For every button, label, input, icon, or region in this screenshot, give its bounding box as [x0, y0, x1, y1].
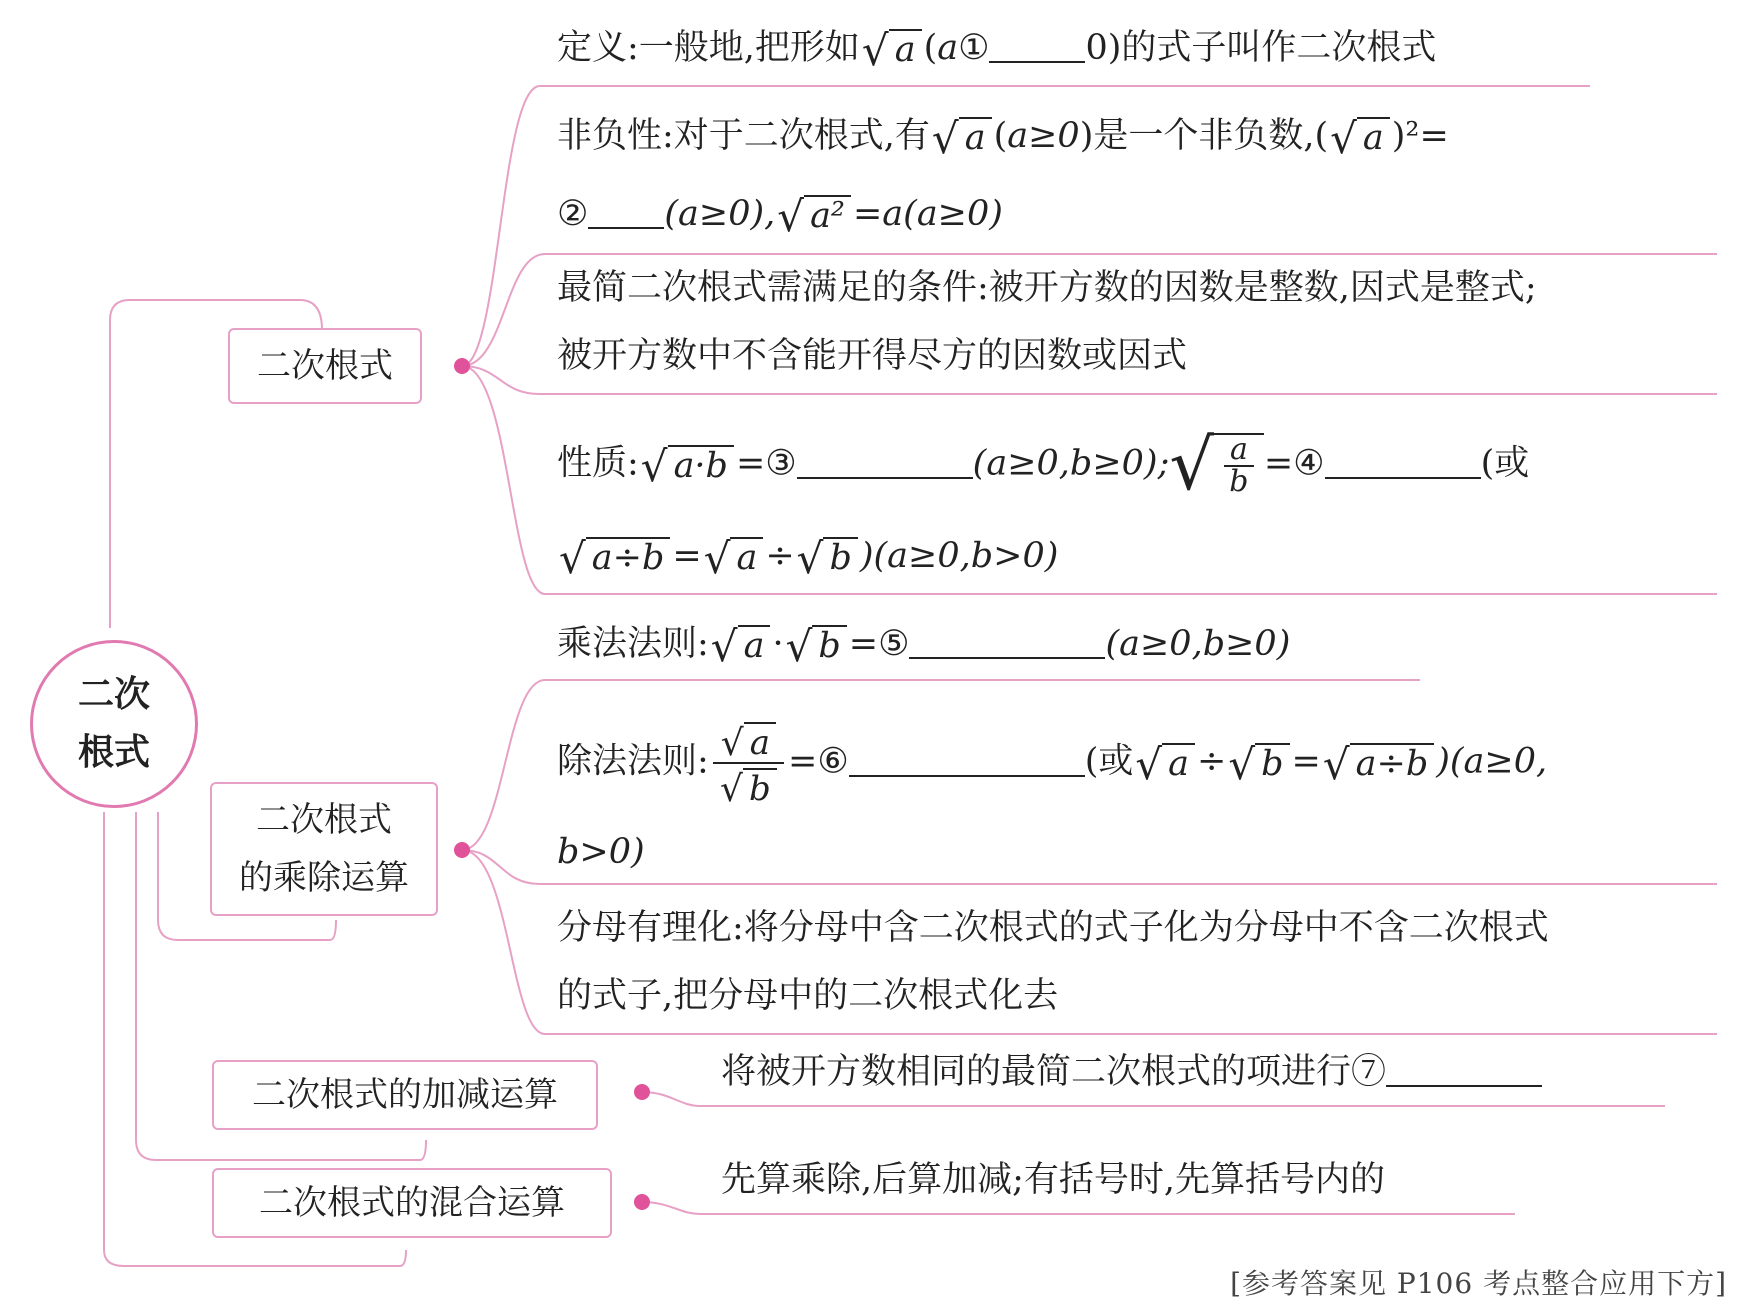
branch-dot	[634, 1084, 650, 1100]
sqrt-a: √ a	[721, 722, 776, 762]
sqrt-ab: √ a·b	[641, 445, 734, 485]
divide: ÷	[765, 536, 795, 576]
simplest-line1: 最简二次根式需满足的条件:被开方数的因数是整数,因式是整式;	[557, 268, 1537, 308]
sqrt-b: √ b	[786, 625, 847, 665]
condition: a≥0	[1007, 116, 1080, 156]
fraction	[1224, 432, 1254, 499]
branch-dot	[454, 842, 470, 858]
equals: =	[672, 536, 702, 576]
rational-line1: 分母有理化:将分母中含二次根式的式子化为分母中不含二次根式	[557, 908, 1549, 948]
blank-number-1: ①	[958, 28, 990, 68]
blank-number-5: =⑤	[848, 624, 910, 664]
blank-number-4: =④	[1263, 443, 1325, 484]
condition: b>0)	[557, 832, 645, 872]
add-sub-text	[721, 1050, 1542, 1094]
branch-node-mixed	[212, 1168, 612, 1238]
rational-line2: 的式子,把分母中的二次根式化去	[557, 976, 1059, 1016]
branch-dot	[454, 358, 470, 374]
sqrt-a: √ a	[704, 537, 764, 577]
answer-blank-1[interactable]	[989, 29, 1085, 63]
definition-suffix: 0)的式子叫作二次根式	[1085, 28, 1437, 68]
sqrt-fraction: √ $\frac{a}{b}$	[1169, 430, 1264, 500]
divide: ÷	[1197, 741, 1227, 782]
div-rule	[557, 718, 1547, 808]
answer-reference: [参考答案见 P106 考点整合应用下方]	[1230, 1267, 1727, 1300]
property-line1	[557, 424, 1530, 506]
answer-blank-2[interactable]	[588, 195, 664, 229]
property-tail: (或	[1480, 443, 1530, 484]
branch-node-mult-div	[210, 782, 438, 916]
answer-blank-6[interactable]	[849, 743, 1085, 777]
sqrt-var: a	[744, 722, 776, 762]
answer-blank-4[interactable]	[1325, 445, 1481, 479]
sqrt-a: √ a	[1330, 117, 1390, 157]
nonneg-line1	[557, 114, 1449, 163]
blank-number-3: =③	[735, 443, 797, 484]
answer-blank-5[interactable]	[909, 625, 1105, 659]
condition: )(a≥0,b>0)	[859, 536, 1059, 576]
paren-close-squared: )²=	[1391, 116, 1449, 156]
sqrt-var: b	[743, 768, 777, 808]
sqrt-var: a	[959, 117, 992, 157]
blank-number-6: =⑥	[788, 741, 849, 782]
sqrt-var: b	[812, 625, 846, 665]
sqrt-var: b	[823, 537, 857, 577]
equals: =	[1291, 741, 1321, 782]
answer-blank-7[interactable]	[1386, 1053, 1542, 1087]
branch-label: 二次根式	[257, 346, 393, 386]
definition-text	[557, 26, 1437, 75]
or-label: (或	[1084, 741, 1134, 782]
root-label-line2: 根式	[77, 732, 150, 773]
mult-prefix: 乘法法则:	[557, 624, 709, 664]
definition-prefix: 定义:一般地,把形如	[557, 28, 860, 68]
sqrt-a: √ a	[711, 625, 771, 665]
connector-b4-text	[642, 1202, 1515, 1214]
answer-blank-3[interactable]	[797, 445, 973, 479]
sqrt-a-squared: √ a²	[777, 195, 851, 235]
connector-b3-text	[642, 1092, 1665, 1106]
sqrt-var: a	[1162, 743, 1195, 783]
sqrt-b: √ b	[797, 537, 858, 577]
sqrt-var: a	[889, 29, 922, 69]
sqrt-a: √ a	[932, 117, 992, 157]
div-prefix: 除法法则:	[557, 741, 709, 782]
sqrt-b: √ b	[1228, 743, 1289, 783]
var-a: a	[937, 28, 959, 68]
sqrt-var: a	[738, 625, 771, 665]
denominator: b	[1229, 464, 1249, 499]
sqrt-var: a·b	[668, 445, 734, 485]
add-sub-rule: 将被开方数相同的最简二次根式的项进行⑦	[721, 1052, 1387, 1092]
branch-label: 二次根式的混合运算	[259, 1183, 565, 1223]
sqrt-a-div-b: √ a÷b	[1323, 743, 1434, 783]
root-node	[30, 640, 198, 808]
nonneg-mid: )是一个非负数,(	[1079, 116, 1329, 156]
sqrt-fraction	[713, 718, 784, 808]
paren-open: (	[993, 116, 1008, 156]
condition: )(a≥0,	[1436, 741, 1548, 782]
nonneg-tail: =a(a≥0)	[852, 194, 1003, 234]
sqrt-var: a	[1357, 117, 1390, 157]
simplest-line2: 被开方数中不含能开得尽方的因数或因式	[557, 336, 1188, 376]
sqrt-var: a÷b	[1350, 743, 1435, 783]
branch-node-add-sub	[212, 1060, 598, 1130]
branch-label: 二次根式的加减运算	[252, 1075, 558, 1115]
sqrt-var: a	[730, 537, 763, 577]
sqrt-a-div-b: √ a÷b	[559, 537, 670, 577]
branch-node-radical	[228, 328, 422, 404]
branch-label-line2: 的乘除运算	[239, 858, 409, 898]
sqrt-var: a÷b	[586, 537, 671, 577]
branch-dot	[634, 1194, 650, 1210]
nonneg-line2	[557, 192, 1003, 241]
mult-rule	[557, 622, 1291, 671]
sqrt-b: √ b	[720, 768, 777, 808]
property-prefix: 性质:	[557, 443, 639, 484]
sqrt-a: √ a	[1135, 743, 1195, 783]
nonneg-prefix: 非负性:对于二次根式,有	[557, 116, 930, 156]
mixed-text: 先算乘除,后算加减;有括号时,先算括号内的	[721, 1160, 1386, 1200]
blank-number-2: ②	[557, 194, 589, 234]
sqrt-var: b	[1255, 743, 1289, 783]
sqrt-var: a²	[804, 195, 851, 235]
connector-b2-div	[462, 850, 1717, 884]
paren-open: (	[923, 28, 938, 68]
times: ·	[772, 624, 784, 664]
condition: (a≥0),	[664, 194, 776, 234]
numerator: a	[1224, 435, 1254, 467]
div-rule-line2	[557, 830, 645, 874]
property-line2	[557, 534, 1059, 583]
sqrt-a: √ a	[862, 29, 922, 69]
branch-label-line1: 二次根式	[256, 800, 392, 840]
root-label-line1: 二次	[77, 674, 150, 715]
condition: (a≥0,b≥0);	[972, 443, 1170, 484]
condition: (a≥0,b≥0)	[1105, 624, 1291, 664]
